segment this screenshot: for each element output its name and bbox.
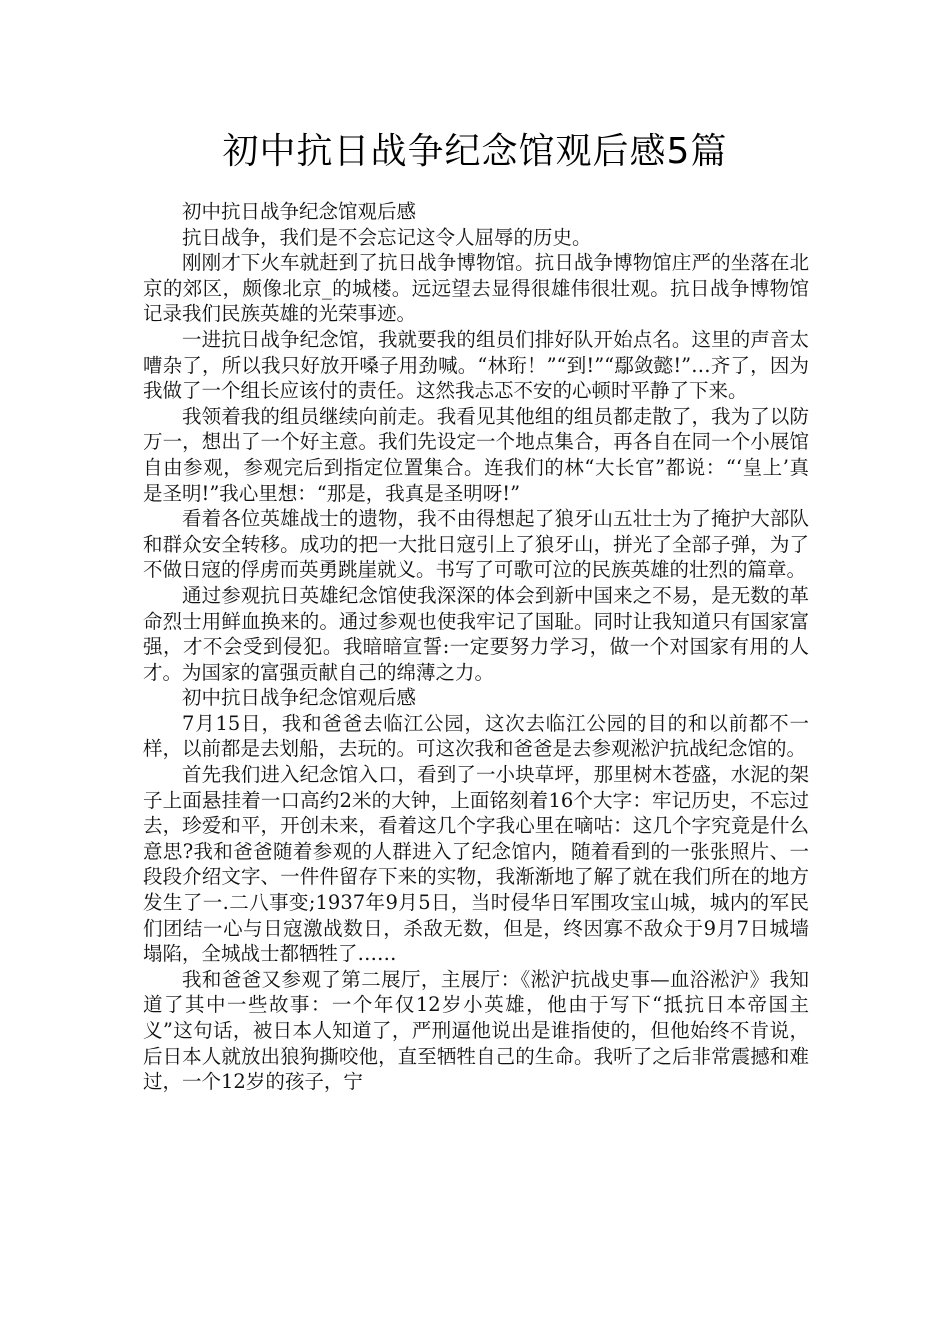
section-heading-2: 初中抗日战争纪念馆观后感 (182, 686, 417, 710)
paragraph: 一进抗日战争纪念馆，我就要我的组员们排好队开始点名。这里的声音太嘈杂了，所以我只好放开嗓子用劲喊。“林珩！”“到!”“鄢敛懿!”…齐了，因为我做了一个组长应该付的责任。这然我忐忑不安的心顿时平静了下来。 (143, 327, 809, 403)
document-title: 初中抗日战争纪念馆观后感5篇 (222, 131, 728, 172)
paragraph: 看着各位英雄战士的遗物，我不由得想起了狼牙山五壮士为了掩护大部队和群众安全转移。成功的把一大批日寇引上了狼牙山，拼光了全部子弹，为了不做日寇的俘虏而英勇跳崖就义。书写了可歌可泣的民族英雄的壮烈的篇章。 (143, 507, 809, 582)
paragraph: 通过参观抗日英雄纪念馆使我深深的体会到新中国来之不易，是无数的革命烈士用鲜血换来的。通过参观也使我牢记了国耻。同时让我知道只有国家富强，才不会受到侵犯。我暗暗宣誓:一定要努力学习，做一个对国家有用的人才。为国家的富强贡献自己的绵薄之力。 (143, 583, 809, 684)
paragraph: 我和爸爸又参观了第二展厅，主展厅：《淞沪抗战史事—血浴淞沪》我知道了其中一些故事：一个年仅12岁小英雄，他由于写下“抵抗日本帝国主义”这句话，被日本人知道了，严刑逼他说出是谁指使的，但他始终不肯说，后日本人就放出狼狗撕咬他，直至牺牲自己的生命。我听了之后非常震撼和难过，一个12岁的孩子，宁 (143, 967, 809, 1094)
section-heading-1: 初中抗日战争纪念馆观后感 (182, 200, 417, 223)
paragraph: 我领着我的组员继续向前走。我看见其他组的组员都走散了，我为了以防万一，想出了一个好主意。我们先设定一个地点集合，再各自在同一个小展馆自由参观，参观完后到指定位置集合。连我们的林“大长官”都说：“‘皇上’真是圣明!”我心里想：“那是，我真是圣明呀!” (143, 404, 809, 505)
paragraph: 首先我们进入纪念馆入口，看到了一小块草坪，那里树木苍盛，水泥的架子上面悬挂着一口高约2米的大钟，上面铭刻着16个大字：牢记历史，不忘过去，珍爱和平，开创未来，看着这几个字我心里在嘀咕：这几个字究竟是什么意思?我和爸爸随着参观的人群进入了纪念馆内，随着看到的一张张照片、一段段介绍文字、一件件留存下来的实物，我渐渐地了解了就在我们所在的地方发生了一.二八事变;1937年9月5日，当时侵华日军围攻宝山城，城内的军民们团结一心与日寇激战数日，杀敌无数，但是，终因寡不敌众于9月7日城墙塌陷，全城战士都牺牲了…… (143, 763, 809, 966)
paragraph: 抗日战争，我们是不会忘记这令人屈辱的历史。 (182, 225, 592, 249)
document-body (143, 199, 809, 1095)
paragraph: 7月15日，我和爸爸去临江公园，这次去临江公园的目的和以前都不一样，以前都是去划船，去玩的。可这次我和爸爸是去参观淞沪抗战纪念馆的。 (143, 711, 809, 761)
paragraph: 刚刚才下火车就赶到了抗日战争博物馆。抗日战争博物馆庄严的坐落在北京的郊区，颇像北京_的城楼。远远望去显得很雄伟很壮观。抗日战争博物馆记录我们民族英雄的光荣事迹。 (143, 251, 809, 326)
